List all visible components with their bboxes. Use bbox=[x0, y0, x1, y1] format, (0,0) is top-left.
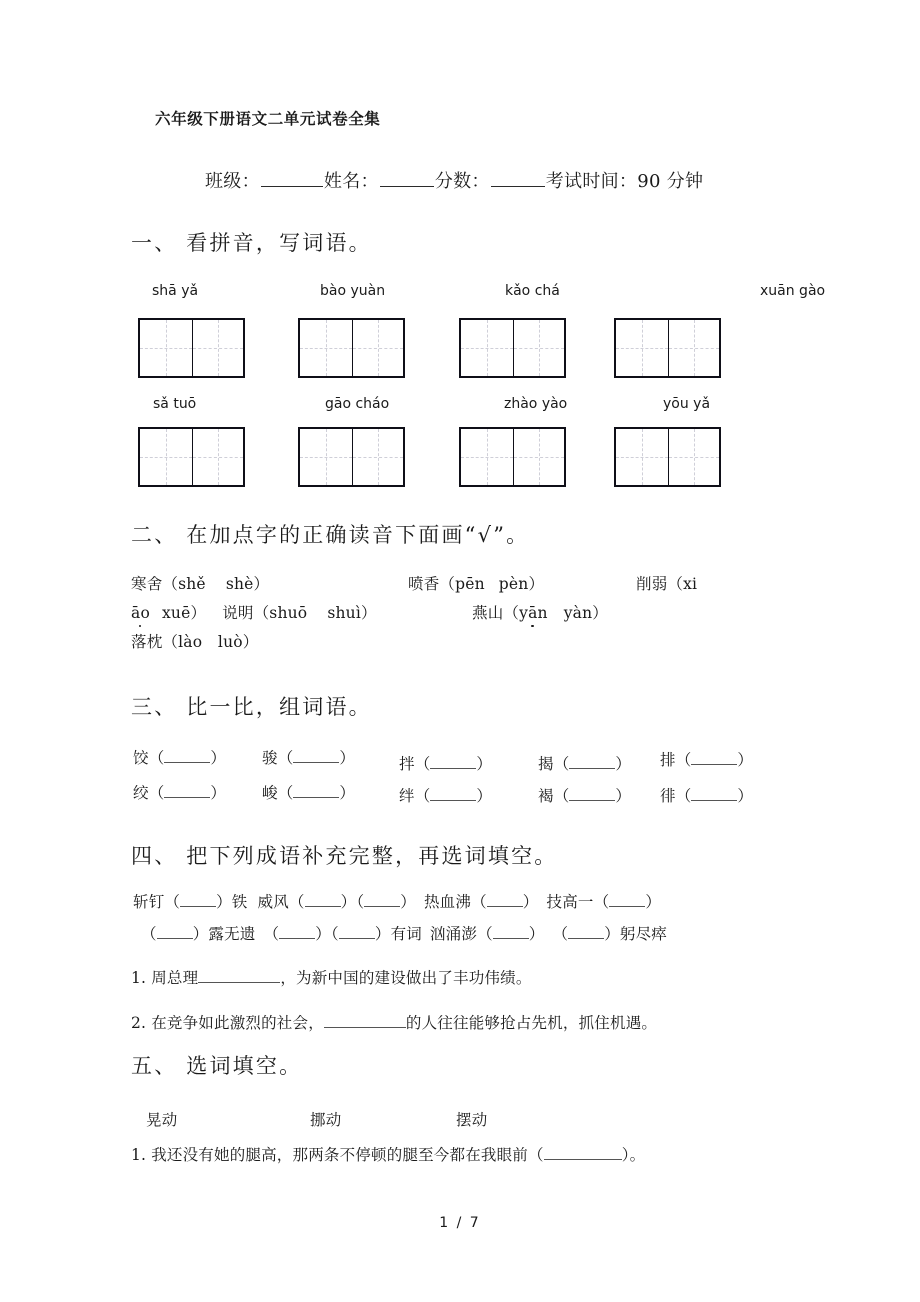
grid-cell[interactable] bbox=[140, 320, 192, 376]
name-label: 姓名： bbox=[323, 171, 379, 192]
word-pair-bottom-4: 褐（ ） bbox=[538, 787, 632, 805]
idiom-blank[interactable] bbox=[487, 893, 523, 907]
idiom-blank[interactable] bbox=[305, 893, 341, 907]
answer-blank[interactable] bbox=[293, 749, 339, 763]
pinyin-bao-yuan: bào yuàn bbox=[320, 283, 386, 299]
answer-blank[interactable] bbox=[544, 1146, 622, 1160]
pinyin-gao-chao: gāo cháo bbox=[325, 396, 390, 412]
section2-line-2c: 燕山（yān yàn） bbox=[472, 604, 608, 622]
grid-cell[interactable] bbox=[192, 429, 244, 485]
answer-blank[interactable] bbox=[324, 1014, 406, 1028]
idiom-blank[interactable] bbox=[609, 893, 645, 907]
section2-line-2: āo xuē） 说明（shuō shuì） bbox=[131, 604, 377, 622]
word-pair-bottom-1: 绞（ ） bbox=[133, 784, 227, 802]
section2-line-1: 寒舍（shě shè） bbox=[131, 575, 270, 593]
answer-blank[interactable] bbox=[164, 749, 210, 763]
score-blank[interactable] bbox=[491, 169, 545, 187]
emphasis-dot-ao: āo bbox=[131, 604, 150, 622]
section5-question-1: 1. 我还没有她的腿高，那两条不停顿的腿至今都在我眼前（ ）。 bbox=[131, 1146, 646, 1164]
grid-cell[interactable] bbox=[352, 429, 404, 485]
section-heading-5: 五、 选词填空。 bbox=[131, 1054, 303, 1078]
section2-line-3: 落枕（lào luò） bbox=[131, 633, 259, 651]
pinyin-kao-cha: kǎo chá bbox=[505, 283, 560, 299]
page-title: 六年级下册语文二单元试卷全集 bbox=[155, 109, 381, 128]
section4-question-1: 1. 周总理 ，为新中国的建设做出了丰功伟绩。 bbox=[131, 969, 532, 987]
character-grid-box[interactable] bbox=[459, 318, 566, 378]
idiom-blank[interactable] bbox=[180, 893, 216, 907]
character-grid-box[interactable] bbox=[138, 427, 245, 487]
score-label: 分数： bbox=[434, 171, 490, 192]
pinyin-sa-tuo: sǎ tuō bbox=[153, 396, 197, 412]
grid-cell[interactable] bbox=[513, 320, 565, 376]
word-penxiang: 喷香（pēn bbox=[408, 575, 485, 593]
answer-blank[interactable] bbox=[691, 787, 737, 801]
grid-cell[interactable] bbox=[300, 320, 352, 376]
grid-cell[interactable] bbox=[192, 320, 244, 376]
grid-cell[interactable] bbox=[461, 429, 513, 485]
character-grid-box[interactable] bbox=[614, 318, 721, 378]
idiom-blank[interactable] bbox=[157, 925, 193, 939]
grid-cell[interactable] bbox=[461, 320, 513, 376]
answer-blank[interactable] bbox=[430, 755, 476, 769]
pinyin-you-ya: yōu yǎ bbox=[663, 396, 711, 412]
word-pair-top-4: 揭（ ） bbox=[538, 755, 632, 773]
section-heading-1: 一、 看拼音，写词语。 bbox=[131, 231, 372, 255]
character-grid-box[interactable] bbox=[138, 318, 245, 378]
answer-blank[interactable] bbox=[198, 969, 280, 983]
section2-line-1b: 喷香（pēn pèn） bbox=[408, 575, 545, 593]
answer-blank[interactable] bbox=[293, 784, 339, 798]
grid-cell[interactable] bbox=[300, 429, 352, 485]
section-heading-3: 三、 比一比，组词语。 bbox=[131, 695, 372, 719]
exam-info-line bbox=[205, 167, 703, 193]
pinyin-xuan-gao: xuān gào bbox=[760, 283, 826, 299]
time-label: 考试时间：90 分钟 bbox=[545, 171, 704, 192]
idiom-blank[interactable] bbox=[364, 893, 400, 907]
idiom-blank[interactable] bbox=[339, 925, 375, 939]
idiom-blank[interactable] bbox=[568, 925, 604, 939]
character-grid-box[interactable] bbox=[298, 427, 405, 487]
answer-blank[interactable] bbox=[430, 787, 476, 801]
grid-cell[interactable] bbox=[616, 320, 668, 376]
character-grid-box[interactable] bbox=[614, 427, 721, 487]
section2-line-1c bbox=[636, 572, 697, 594]
answer-blank[interactable] bbox=[164, 784, 210, 798]
word-yanshan: 燕山（ bbox=[472, 604, 520, 622]
page-footer: 1 / 7 bbox=[439, 1215, 481, 1231]
word-pair-top-2: 骏（ ） bbox=[262, 749, 356, 767]
word-pair-bottom-3: 绊（ ） bbox=[399, 787, 493, 805]
word-pair-bottom-2: 峻（ ） bbox=[262, 784, 356, 802]
word-pair-top-1: 饺（ ） bbox=[133, 749, 227, 767]
answer-blank[interactable] bbox=[569, 755, 615, 769]
word-shuoming: 说明（shuō bbox=[222, 604, 308, 622]
character-grid-box[interactable] bbox=[298, 318, 405, 378]
word-bank-item-2: 挪动 bbox=[310, 1111, 342, 1129]
class-label: 班级： bbox=[205, 171, 260, 192]
section-heading-2: 二、 在加点字的正确读音下面画“√”。 bbox=[131, 523, 530, 547]
emphasis-dot-yan: yān bbox=[519, 604, 548, 622]
word-pair-top-3: 拌（ ） bbox=[399, 755, 493, 773]
name-blank[interactable] bbox=[380, 169, 434, 187]
word-xuoruo: 削弱（xi bbox=[636, 575, 698, 593]
grid-cell[interactable] bbox=[513, 429, 565, 485]
idiom-row-1: 斩钉（ ）铁 威风（ ）（ ） 热血沸（ ） 技高一（ ） bbox=[133, 893, 662, 911]
word-hanshe: 寒舍（shě bbox=[131, 575, 206, 593]
grid-cell[interactable] bbox=[140, 429, 192, 485]
section4-question-2: 2. 在竞争如此激烈的社会， 的人往往能够抢占先机，抓住机遇。 bbox=[131, 1014, 658, 1032]
idiom-row-2: （ ）露无遗 （ ）（ ）有词 汹涌澎（ ） （ ）躬尽瘁 bbox=[141, 925, 668, 943]
grid-cell[interactable] bbox=[668, 320, 720, 376]
class-blank[interactable] bbox=[261, 169, 323, 187]
character-grid-box[interactable] bbox=[459, 427, 566, 487]
word-bank-item-3: 摆动 bbox=[456, 1111, 488, 1129]
grid-cell[interactable] bbox=[616, 429, 668, 485]
word-pair-bottom-5: 徘（ ） bbox=[660, 787, 754, 805]
pinyin-zhao-yao: zhào yào bbox=[504, 396, 568, 412]
answer-blank[interactable] bbox=[569, 787, 615, 801]
grid-cell[interactable] bbox=[352, 320, 404, 376]
answer-blank[interactable] bbox=[691, 751, 737, 765]
grid-cell[interactable] bbox=[668, 429, 720, 485]
idiom-blank[interactable] bbox=[279, 925, 315, 939]
word-bank-item-1: 晃动 bbox=[146, 1111, 178, 1129]
section-heading-4: 四、 把下列成语补充完整，再选词填空。 bbox=[131, 844, 558, 868]
pinyin-sha-ya: shā yǎ bbox=[152, 283, 199, 299]
idiom-blank[interactable] bbox=[493, 925, 529, 939]
word-pair-top-5: 排（ ） bbox=[660, 751, 754, 769]
